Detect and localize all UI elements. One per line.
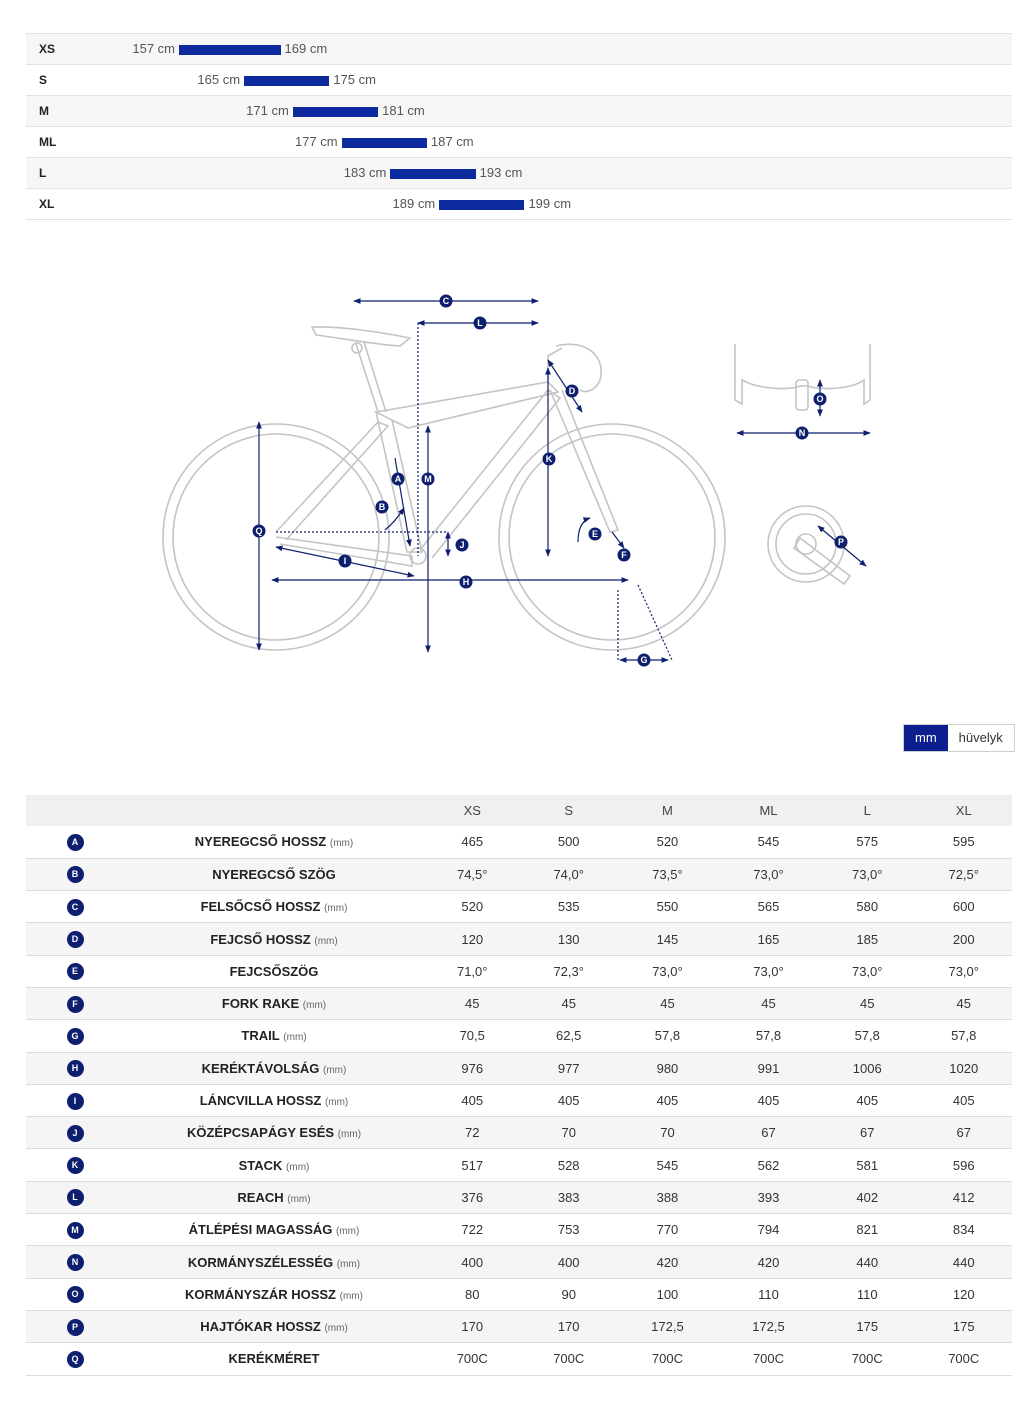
value-cell: 90	[561, 1286, 576, 1302]
value-cell: 73,0°	[652, 963, 683, 979]
value-cell: 581	[856, 1157, 879, 1173]
value-cell: 405	[856, 1093, 879, 1109]
letter-badge: P	[67, 1319, 84, 1336]
header-measurement	[124, 795, 424, 826]
measurement-name: NYEREGCSŐ HOSSZ	[194, 834, 327, 850]
diagram-label-c	[440, 295, 453, 308]
range-min-label: 165 cm	[197, 72, 241, 87]
value-cell: 388	[656, 1189, 679, 1205]
table-row	[26, 1149, 1012, 1181]
measurement-unit: (mm)	[324, 1097, 349, 1109]
value-cell: 991	[757, 1060, 780, 1076]
value-cell: 172,5	[752, 1319, 785, 1335]
value-cell: 700C	[553, 1351, 585, 1367]
row-letter-cell	[26, 1117, 124, 1149]
value-cell: 700C	[752, 1351, 785, 1367]
value-cell: 57,8	[755, 1028, 782, 1044]
table-row	[26, 1020, 1012, 1052]
letter-badge: A	[67, 834, 84, 851]
value-cell: 67	[860, 1125, 875, 1141]
diagram-label-f	[618, 549, 631, 562]
letter-badge: O	[67, 1286, 84, 1303]
svg-text:I: I	[343, 556, 347, 567]
diagram-label-n	[796, 427, 809, 440]
value-cell: 130	[557, 931, 580, 947]
table-body	[26, 826, 1012, 1375]
value-cell: 175	[856, 1319, 879, 1335]
value-cell: 400	[461, 1254, 484, 1270]
diagram-label-a	[392, 473, 405, 486]
value-cell: 420	[757, 1254, 780, 1270]
measurement-unit: (mm)	[302, 1000, 327, 1012]
measurement-unit: (mm)	[336, 1226, 360, 1238]
range-row	[26, 126, 1012, 157]
value-cell: 170	[461, 1319, 484, 1335]
table-header-row	[26, 795, 1012, 826]
letter-badge: M	[67, 1222, 84, 1239]
value-cell: 45	[561, 996, 576, 1012]
table-row	[26, 1117, 1012, 1149]
measurement-unit: (mm)	[336, 1258, 361, 1270]
value-cell: 45	[956, 996, 971, 1012]
value-cell: 57,8	[654, 1028, 681, 1044]
measurement-name: KORMÁNYSZÉLESSÉG	[187, 1254, 334, 1270]
value-cell: 980	[656, 1060, 679, 1076]
value-cell: 770	[656, 1222, 679, 1238]
diagram-label-b	[376, 501, 389, 514]
value-cell: 1020	[949, 1060, 979, 1076]
header-size-m: M	[662, 803, 673, 818]
value-cell: 440	[952, 1254, 975, 1270]
measurement-unit: (mm)	[329, 838, 354, 850]
letter-badge: E	[67, 963, 84, 980]
range-max-label: 181 cm	[382, 103, 425, 118]
value-cell: 175	[952, 1319, 975, 1335]
table-row	[26, 1052, 1012, 1084]
table-row	[26, 1343, 1012, 1375]
table-row	[26, 1181, 1012, 1213]
measurement-name: REACH	[237, 1189, 284, 1205]
header-size-xs: XS	[463, 803, 481, 818]
letter-badge: H	[67, 1060, 84, 1077]
range-max-label: 187 cm	[430, 134, 474, 149]
range-bar	[293, 107, 378, 117]
value-cell: 73,0°	[753, 963, 784, 979]
value-cell: 405	[461, 1093, 484, 1109]
diagram-label-j	[456, 539, 469, 552]
value-cell: 1006	[852, 1060, 882, 1076]
measurement-name-cell	[124, 1020, 424, 1052]
letter-badge: Q	[67, 1351, 84, 1368]
table-row	[26, 955, 1012, 987]
value-cell: 165	[757, 931, 780, 947]
svg-text:Q: Q	[255, 526, 263, 537]
range-size-label: L	[39, 166, 47, 180]
header-size-ml: ML	[759, 803, 778, 818]
measurement-name: KORMÁNYSZÁR HOSSZ	[185, 1286, 336, 1302]
value-cell: 400	[557, 1254, 580, 1270]
value-cell: 120	[461, 931, 484, 947]
value-cell: 57,8	[951, 1028, 977, 1044]
table-row	[26, 1084, 1012, 1116]
table-row	[26, 1310, 1012, 1342]
value-cell: 565	[757, 899, 780, 915]
measurement-name-cell	[124, 955, 424, 987]
value-cell: 520	[461, 899, 484, 915]
value-cell: 700C	[456, 1351, 488, 1367]
value-cell: 794	[757, 1222, 780, 1238]
row-letter-cell	[26, 1310, 124, 1342]
measurement-name: LÁNCVILLA HOSSZ	[199, 1093, 322, 1109]
value-cell: 977	[557, 1060, 580, 1076]
row-letter-cell	[26, 891, 124, 923]
diagram-label-m	[422, 473, 435, 486]
value-cell: 110	[856, 1286, 878, 1302]
range-min-label: 171 cm	[246, 103, 289, 118]
value-cell: 73,0°	[753, 866, 784, 882]
value-cell: 200	[952, 931, 975, 947]
measurement-name-cell	[124, 891, 424, 923]
svg-text:A: A	[394, 474, 402, 485]
range-bar	[244, 76, 329, 86]
range-row	[26, 64, 1012, 95]
diagram-label-k	[543, 453, 556, 466]
measurement-name-cell	[124, 1084, 424, 1116]
value-cell: 976	[461, 1060, 484, 1076]
row-letter-cell	[26, 1343, 124, 1375]
svg-text:N: N	[798, 428, 806, 439]
value-cell: 535	[557, 899, 580, 915]
measurement-name: FELSŐCSŐ HOSSZ	[200, 899, 321, 915]
value-cell: 580	[856, 899, 879, 915]
value-cell: 70	[561, 1125, 576, 1141]
row-letter-cell	[26, 1181, 124, 1213]
measurement-name-cell	[124, 1278, 424, 1310]
value-cell: 500	[557, 834, 580, 850]
unit-mm-button[interactable]: mm	[904, 725, 948, 751]
value-cell: 71,0°	[456, 963, 488, 979]
measurement-unit: (mm)	[337, 1129, 362, 1141]
value-cell: 73,0°	[851, 866, 883, 882]
svg-text:K: K	[545, 454, 553, 465]
measurement-name: KERÉKMÉRET	[228, 1351, 320, 1367]
value-cell: 405	[557, 1093, 580, 1109]
range-row	[26, 157, 1012, 188]
value-cell: 405	[757, 1093, 780, 1109]
value-cell: 520	[656, 834, 679, 850]
svg-text:P: P	[837, 537, 845, 548]
value-cell: 73,0°	[948, 963, 979, 979]
range-min-label: 177 cm	[294, 134, 338, 149]
measurement-name-cell	[124, 826, 424, 858]
measurement-name: TRAIL	[241, 1028, 280, 1044]
value-cell: 67	[956, 1125, 971, 1141]
row-letter-cell	[26, 1052, 124, 1084]
value-cell: 545	[656, 1157, 679, 1173]
value-cell: 700C	[851, 1351, 883, 1367]
measurement-unit: (mm)	[287, 1193, 311, 1205]
range-size-label: M	[39, 104, 49, 118]
measurement-name: NYEREGCSŐ SZÖG	[212, 866, 336, 882]
letter-badge: D	[67, 931, 84, 948]
measurement-unit: (mm)	[324, 1323, 348, 1335]
measurement-name: ÁTLÉPÉSI MAGASSÁG	[188, 1222, 333, 1238]
measurement-name-cell	[124, 1149, 424, 1181]
diagram-label-p	[835, 536, 848, 549]
unit-inch-button[interactable]: hüvelyk	[948, 725, 1014, 751]
value-cell: 517	[461, 1157, 484, 1173]
value-cell: 595	[952, 834, 975, 850]
range-bar	[179, 45, 281, 55]
value-cell: 62,5	[556, 1028, 582, 1044]
value-cell: 170	[557, 1319, 580, 1335]
value-cell: 545	[757, 834, 780, 850]
value-cell: 393	[757, 1189, 780, 1205]
value-cell: 412	[952, 1189, 975, 1205]
letter-badge: B	[67, 866, 84, 883]
value-cell: 70,5	[459, 1028, 485, 1044]
range-size-label: S	[39, 73, 48, 87]
range-max-label: 199 cm	[528, 196, 572, 211]
range-bar	[342, 138, 427, 148]
header-size-s: S	[564, 803, 574, 818]
diagram-label-o	[814, 393, 827, 406]
value-cell: 405	[656, 1093, 679, 1109]
value-cell: 821	[856, 1222, 879, 1238]
value-cell: 72,5°	[948, 866, 979, 882]
range-max-label: 175 cm	[333, 72, 376, 87]
range-row	[26, 33, 1012, 64]
value-cell: 402	[856, 1189, 879, 1205]
row-letter-cell	[26, 826, 124, 858]
letter-badge: I	[67, 1093, 84, 1110]
range-row	[26, 95, 1012, 126]
value-cell: 575	[856, 834, 879, 850]
value-cell: 596	[952, 1157, 975, 1173]
row-letter-cell	[26, 1020, 124, 1052]
value-cell: 80	[465, 1286, 480, 1302]
value-cell: 700C	[948, 1351, 980, 1367]
measurement-unit: (mm)	[314, 935, 338, 947]
table-row	[26, 826, 1012, 858]
diagram-label-q	[253, 525, 266, 538]
svg-text:O: O	[816, 394, 824, 405]
row-letter-cell	[26, 1084, 124, 1116]
header-size-l: L	[863, 803, 871, 818]
measurement-unit: (mm)	[323, 1064, 347, 1076]
letter-badge: G	[67, 1028, 84, 1045]
measurement-name-cell	[124, 1214, 424, 1246]
measurement-unit: (mm)	[283, 1032, 307, 1044]
measurement-name-cell	[124, 1181, 424, 1213]
letter-badge: N	[67, 1254, 84, 1271]
svg-text:B: B	[378, 502, 386, 513]
value-cell: 74,5°	[456, 866, 488, 882]
value-cell: 45	[860, 996, 875, 1012]
value-cell: 376	[461, 1189, 484, 1205]
range-row	[26, 188, 1012, 220]
value-cell: 73,0°	[851, 963, 883, 979]
letter-badge: F	[67, 996, 84, 1013]
rider-height-ranges	[26, 33, 1012, 220]
measurement-unit: (mm)	[286, 1161, 310, 1173]
svg-text:F: F	[621, 550, 627, 561]
value-cell: 110	[758, 1286, 779, 1302]
table-row	[26, 1278, 1012, 1310]
value-cell: 45	[660, 996, 675, 1012]
measurement-name-cell	[124, 1310, 424, 1342]
letter-badge: L	[67, 1189, 84, 1206]
value-cell: 74,0°	[553, 866, 584, 882]
svg-text:E: E	[591, 529, 599, 540]
row-letter-cell	[26, 955, 124, 987]
row-letter-cell	[26, 987, 124, 1019]
value-cell: 70	[660, 1125, 675, 1141]
value-cell: 145	[656, 931, 679, 947]
diagram-label-h	[460, 576, 473, 589]
row-letter-cell	[26, 923, 124, 955]
range-max-label: 169 cm	[284, 41, 328, 56]
bike-geometry-diagram	[0, 230, 1024, 700]
svg-text:J: J	[459, 540, 465, 551]
letter-badge: C	[67, 899, 84, 916]
table-row	[26, 987, 1012, 1019]
measurement-unit: (mm)	[339, 1290, 363, 1302]
unit-toggle	[903, 724, 1015, 752]
range-size-label: XS	[39, 42, 56, 56]
svg-text:C: C	[442, 296, 450, 307]
header-size-xl: XL	[955, 803, 972, 818]
row-letter-cell	[26, 858, 124, 890]
row-letter-cell	[26, 1149, 124, 1181]
value-cell: 172,5	[651, 1319, 684, 1335]
table-row	[26, 891, 1012, 923]
value-cell: 600	[952, 899, 975, 915]
value-cell: 440	[856, 1254, 879, 1270]
value-cell: 420	[656, 1254, 679, 1270]
value-cell: 700C	[651, 1351, 683, 1367]
measurement-name-cell	[124, 987, 424, 1019]
value-cell: 562	[757, 1157, 780, 1173]
table-row	[26, 858, 1012, 890]
range-size-label: ML	[39, 135, 57, 149]
measurement-name: HAJTÓKAR HOSSZ	[200, 1319, 321, 1335]
diagram-label-l	[474, 317, 487, 330]
range-size-label: XL	[39, 197, 55, 211]
measurement-name-cell	[124, 1052, 424, 1084]
value-cell: 45	[465, 996, 480, 1012]
dimension-lines	[259, 301, 870, 660]
range-min-label: 157 cm	[132, 41, 175, 56]
diagram-label-i	[339, 555, 352, 568]
measurement-name-cell	[124, 1117, 424, 1149]
value-cell: 72	[465, 1125, 480, 1141]
geometry-table	[26, 795, 1012, 1376]
table-row	[26, 1246, 1012, 1278]
measurement-name: FORK RAKE	[221, 996, 300, 1012]
range-bar	[390, 169, 475, 179]
measurement-name-cell	[124, 858, 424, 890]
value-cell: 67	[761, 1125, 776, 1141]
table-row	[26, 1214, 1012, 1246]
value-cell: 100	[656, 1286, 679, 1302]
value-cell: 834	[952, 1222, 975, 1238]
measurement-name: KERÉKTÁVOLSÁG	[201, 1060, 320, 1076]
value-cell: 405	[952, 1093, 975, 1109]
diagram-label-g	[638, 654, 651, 667]
measurement-name-cell	[124, 923, 424, 955]
value-cell: 465	[461, 834, 484, 850]
measurement-name-cell	[124, 1343, 424, 1375]
value-cell: 120	[952, 1286, 975, 1302]
measurement-name: FEJCSŐ HOSSZ	[210, 931, 311, 947]
value-cell: 73,5°	[652, 866, 683, 882]
row-letter-cell	[26, 1246, 124, 1278]
dimension-letter-badges	[253, 295, 848, 667]
value-cell: 550	[656, 899, 679, 915]
range-min-label: 183 cm	[343, 165, 387, 180]
diagram-label-d	[566, 385, 579, 398]
range-min-label: 189 cm	[392, 196, 436, 211]
range-max-label: 193 cm	[479, 165, 523, 180]
measurement-name: FEJCSŐSZÖG	[229, 963, 319, 979]
measurement-unit: (mm)	[324, 903, 348, 915]
row-letter-cell	[26, 1278, 124, 1310]
value-cell: 72,3°	[553, 963, 584, 979]
measurement-name: KÖZÉPCSAPÁGY ESÉS	[186, 1125, 335, 1141]
bike-outline	[163, 327, 870, 650]
svg-text:L: L	[477, 318, 483, 329]
value-cell: 753	[557, 1222, 580, 1238]
value-cell: 528	[557, 1157, 580, 1173]
svg-text:H: H	[462, 577, 470, 588]
value-cell: 383	[557, 1189, 580, 1205]
svg-text:D: D	[568, 386, 576, 397]
svg-text:G: G	[640, 655, 648, 666]
row-letter-cell	[26, 1214, 124, 1246]
value-cell: 45	[761, 996, 776, 1012]
letter-badge: J	[67, 1125, 84, 1142]
measurement-name: STACK	[238, 1157, 283, 1173]
value-cell: 185	[856, 931, 879, 947]
table-row	[26, 923, 1012, 955]
header-letter	[26, 795, 124, 826]
svg-text:M: M	[424, 474, 432, 485]
value-cell: 57,8	[854, 1028, 880, 1044]
value-cell: 722	[461, 1222, 484, 1238]
measurement-name-cell	[124, 1246, 424, 1278]
letter-badge: K	[67, 1157, 84, 1174]
range-bar	[439, 200, 524, 210]
diagram-label-e	[589, 528, 602, 541]
